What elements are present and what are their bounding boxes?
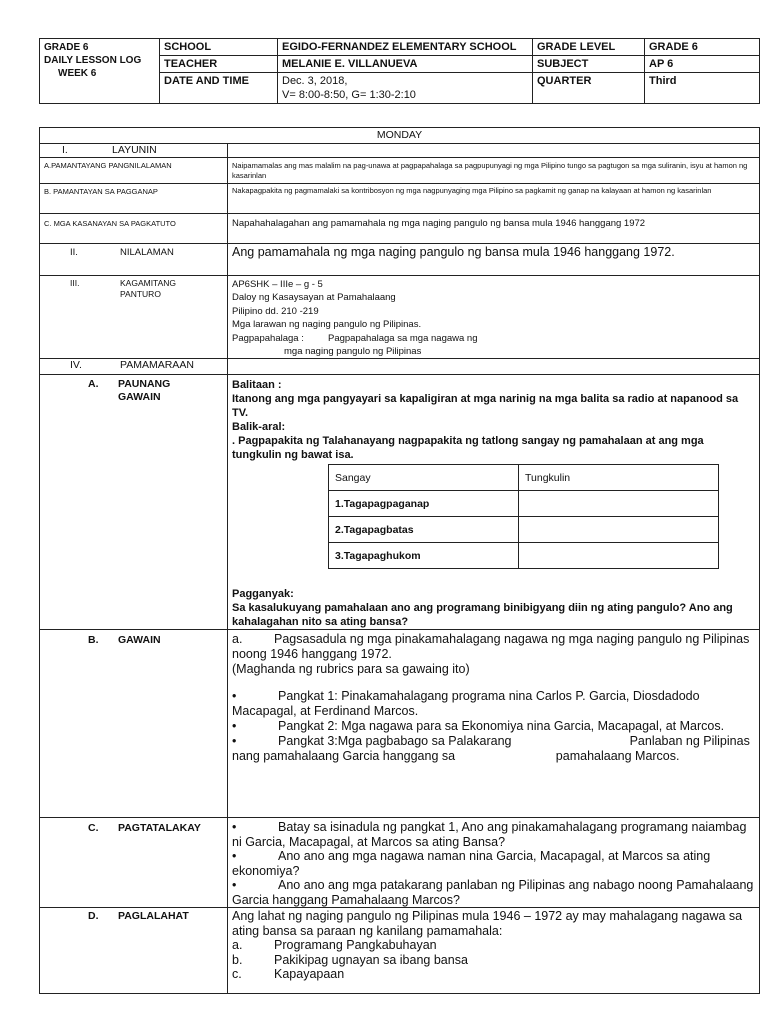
kagamitang-text xyxy=(228,276,760,359)
day-heading: MONDAY xyxy=(40,128,760,144)
paglalahat-content xyxy=(228,908,760,994)
layunin-value xyxy=(228,144,760,158)
paunang-gawain-content xyxy=(228,375,760,630)
pangkat-2: • Pangkat 2: Mga nagawa para sa Ekonomiya nina Garcia, Macapagal, at Marcos. xyxy=(232,719,755,734)
paglalahat-text: Ang lahat ng naging pangulo ng Pilipinas mula 1946 – 1972 ay may mahalagang nagawa sa ating bansa sa paraan ng kanilang pamamahala: xyxy=(232,909,743,938)
pamantayan-sa-pagganap-text: Nakapagpakita ng pagmamalaki sa kontribosyon ng mga nagpunyaging mga Pilipino sa pagkamit ng ganap na kalayaan at hamon ng kasarinlan xyxy=(228,184,760,214)
pagtatalakay-label xyxy=(40,818,228,908)
table-row-value xyxy=(519,491,719,517)
pagtatalakay-title: PAGTATALAKAY xyxy=(118,822,201,835)
pagpapahalaga-line xyxy=(232,332,755,345)
pamamaraan-label xyxy=(40,359,228,375)
time-value: V= 8:00-8:50, G= 1:30-2:10 xyxy=(282,89,416,101)
pagpapahalaga-text: Pagpapahalaga sa mga nagawa ng xyxy=(328,332,478,344)
layunin-title: LAYUNIN xyxy=(112,144,157,156)
week-label: WEEK 6 xyxy=(58,68,97,79)
table-row-value xyxy=(519,543,719,569)
header-table xyxy=(39,38,760,104)
paglalahat-letter: D. xyxy=(88,910,99,923)
section-layunin xyxy=(40,144,760,158)
kagamitang-title: KAGAMITANG PANTURO xyxy=(120,278,177,299)
kagamitang-label xyxy=(40,276,228,359)
pagtatalakay-content xyxy=(228,818,760,908)
paglalahat-label xyxy=(40,908,228,994)
subject-label: SUBJECT xyxy=(533,56,645,73)
layunin-label xyxy=(40,144,228,158)
tungkulin-header: Tungkulin xyxy=(519,465,719,491)
gawain-note: (Maghanda ng rubrics para sa gawaing ito) xyxy=(232,662,470,677)
pamantayang-pangnilalaman-text: Naipamamalas ang mas malalim na pag-unawa at pagpapahalaga sa pagpupunyagi ng mga Pilipino tungo sa pagtugon sa mga suliranin, isyu at hamon ng kasarinlan xyxy=(228,158,760,184)
gawain-title: GAWAIN xyxy=(118,634,161,647)
quarter-value: Third xyxy=(645,73,760,104)
kasanayan-text: Napahahalagahan ang pamamahala ng mga naging pangulo ng bansa mula 1946 hanggang 1972 xyxy=(228,214,760,244)
list-item-mark: c. xyxy=(232,967,242,982)
header-left-cell xyxy=(40,39,160,104)
nilalaman-text: Ang pamamahala ng mga naging pangulo ng bansa mula 1946 hanggang 1972. xyxy=(228,244,760,276)
nilalaman-title: NILALAMAN xyxy=(120,247,174,258)
paglalahat-title: PAGLALAHAT xyxy=(118,910,189,923)
grade-level-label: GRADE LEVEL xyxy=(533,39,645,56)
date-time-label: DATE AND TIME xyxy=(160,73,278,104)
gawain-item-a xyxy=(232,632,755,662)
gawain-item-a-text: Pagsasadula ng mga pinakamahalagang nagawa ng mga naging pangulo ng Pilipinas noong 1946 hanggang 1972. xyxy=(232,632,750,662)
kagamitang-num: III. xyxy=(70,278,80,288)
pangkat-1: • Pangkat 1: Pinakamahalagang programa nina Carlos P. Garcia, Diosdadodo Macapagal, at Ferdinand Marcos. xyxy=(232,689,755,719)
pictures-line: Mga larawan ng naging pangulo ng Pilipinas. xyxy=(232,319,422,331)
nilalaman-num: II. xyxy=(70,247,78,258)
date-time-value xyxy=(278,73,533,104)
grade-level-value: GRADE 6 xyxy=(645,39,760,56)
daily-lesson-log-label: DAILY LESSON LOG xyxy=(44,55,142,66)
school-label: SCHOOL xyxy=(160,39,278,56)
grade-label: GRADE 6 xyxy=(44,42,89,53)
balik-aral-text: . Pagpapakita ng Talahanayang nagpapakita ng tatlong sangay ng pamahalaan at ang mga tungkulin ng bawat isa. xyxy=(232,435,704,462)
paunang-gawain-letter: A. xyxy=(88,378,99,391)
table-row: 1.Tagapagpaganap xyxy=(329,491,519,517)
pamamaraan-title: PAMAMARAAN xyxy=(120,359,194,372)
gawain-letter: B. xyxy=(88,634,99,647)
code-line: AP6SHK – IIIe – g - 5 xyxy=(232,279,323,290)
pages-line: Pilipino dd. 210 -219 xyxy=(232,305,319,317)
list-item-text: Kapayapaan xyxy=(274,967,345,982)
layunin-num: I. xyxy=(62,144,68,156)
nilalaman-label xyxy=(40,244,228,276)
list-item-text: Programang Pangkabuhayan xyxy=(274,938,437,953)
teacher-value: MELANIE E. VILLANUEVA xyxy=(278,56,533,73)
sangay-header: Sangay xyxy=(329,465,519,491)
balik-aral-label: Balik-aral: xyxy=(232,421,286,434)
pagtatalakay-question-3: • Ano ano ang mga patakarang panlaban ng Pilipinas ang nabago noong Pamahalaang Garcia hanggang Pamahalaang Marcos? xyxy=(232,878,755,907)
table-row: 2.Tagapagbatas xyxy=(329,517,519,543)
balitaan-text: Itanong ang mga pangyayari sa kapaligiran at mga narinig na mga balita sa radio at napanood sa TV. xyxy=(232,393,739,420)
pamantayang-pangnilalaman-label: A.PAMANTAYANG PANGNILALAMAN xyxy=(40,158,228,184)
kasanayan-label: C. MGA KASANAYAN SA PAGKATUTO xyxy=(40,214,228,244)
gawain-content xyxy=(228,630,760,818)
gawain-item-a-mark: a. xyxy=(232,632,243,647)
pangkat-3: • Pangkat 3:Mga pagbabago sa Palakarang Panlaban ng Pilipinas nang pamahalaang Garcia hanggang sa pamahalaang Marcos. xyxy=(232,734,755,764)
table-row-value xyxy=(519,517,719,543)
list-item xyxy=(232,967,755,982)
pamamaraan-value xyxy=(228,359,760,375)
subject-value: AP 6 xyxy=(645,56,760,73)
list-item-mark: a. xyxy=(232,938,243,953)
pamamaraan-num: IV. xyxy=(70,359,82,372)
paunang-gawain-label xyxy=(40,375,228,630)
pagganyak-label: Pagganyak: xyxy=(232,588,294,601)
pagpapahalaga-text-2: mga naging pangulo ng Pilipinas xyxy=(284,346,422,358)
pagganyak-text: Sa kasalukuyang pamahalaan ano ang programang binibigyang diin ng ating pangulo? Ano ang kahalagahan nito sa ating bansa? xyxy=(232,602,733,629)
balitaan-label: Balitaan : xyxy=(232,379,282,392)
lesson-table xyxy=(39,127,760,994)
table-row: 3.Tagapaghukom xyxy=(329,543,519,569)
pagtatalakay-letter: C. xyxy=(88,822,99,835)
pamantayan-sa-pagganap-label: B. PAMANTAYAN SA PAGGANAP xyxy=(40,184,228,214)
paunang-gawain-title: PAUNANG GAWAIN xyxy=(118,378,171,404)
pagpapahalaga-label: Pagpapahalaga : xyxy=(232,332,304,344)
sangay-table xyxy=(328,464,719,569)
teacher-label: TEACHER xyxy=(160,56,278,73)
list-item-mark: b. xyxy=(232,952,243,967)
school-value: EGIDO-FERNANDEZ ELEMENTARY SCHOOL xyxy=(278,39,533,56)
reference-line: Daloy ng Kasaysayan at Pamahalaang xyxy=(232,292,396,304)
list-item xyxy=(232,938,755,953)
list-item-text: Pakikipag ugnayan sa ibang bansa xyxy=(274,952,468,967)
pagtatalakay-question-2: • Ano ano ang mga nagawa naman nina Garcia, Macapagal, at Marcos sa ating ekonomiya? xyxy=(232,849,755,878)
pagtatalakay-question-1: • Batay sa isinadula ng pangkat 1, Ano ang pinakamahalagang programang naiambag ni Garcia, Macapagal, at Marcos sa ating Bansa? xyxy=(232,820,755,849)
quarter-label: QUARTER xyxy=(533,73,645,104)
list-item xyxy=(232,953,755,968)
date-value: Dec. 3, 2018, xyxy=(282,75,348,87)
gawain-label xyxy=(40,630,228,818)
